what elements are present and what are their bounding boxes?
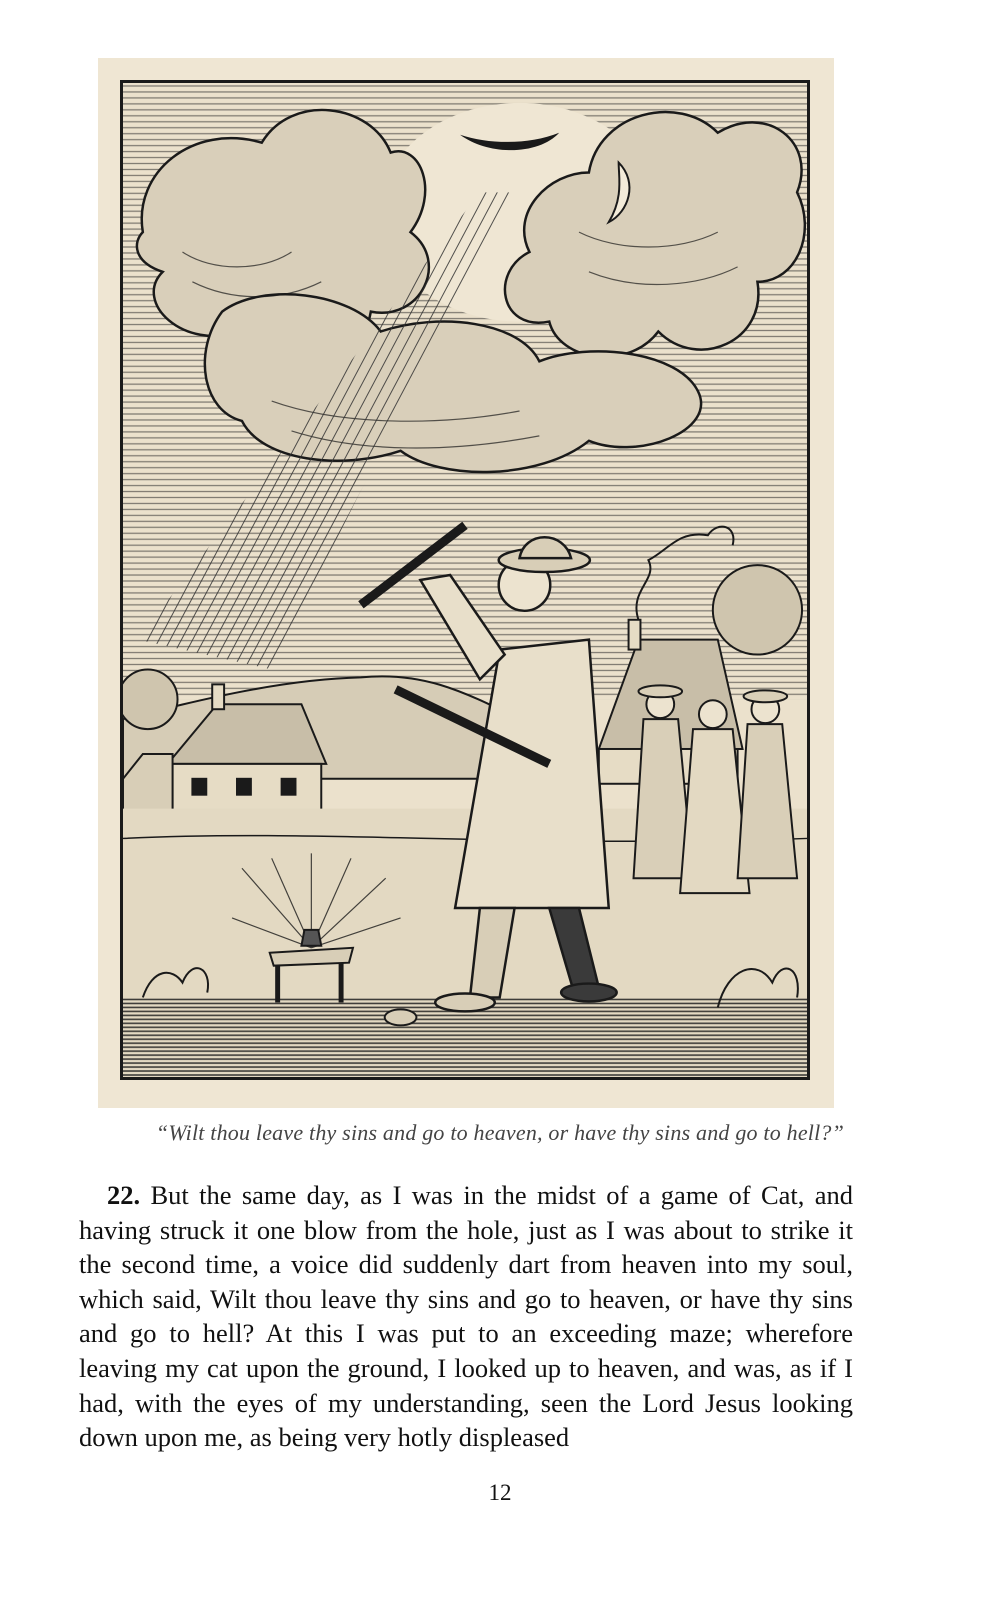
tree <box>713 565 802 654</box>
illustration-caption: “Wilt thou leave thy sins and go to heaven, or have thy sins and go to hell?” <box>155 1120 845 1145</box>
group-of-women <box>634 685 798 893</box>
engraving-art <box>123 83 807 1077</box>
paragraph-number: 22. <box>107 1180 141 1210</box>
woodcut-engraving <box>120 80 810 1080</box>
paragraph-text: But the same day, as I was in the midst of a game of Cat, and having struck it one blow from the hole, just as I was about to strike it the second time, a voice did suddenly dart from heaven into my soul, which said, Wilt thou leave thy sins and go to heaven, or have thy sins and go to hell? At this I was put to an exceeding maze; wherefore leaving my cat upon the ground, I looked up to heaven, and was, as if I had, with the eyes of my understanding, seen the Lord Jesus looking down upon me, as being very hotly displeased <box>79 1180 854 1453</box>
stone <box>385 1009 417 1025</box>
illustration-plate <box>98 58 834 1108</box>
paragraph-22 <box>79 1178 853 1455</box>
page-number: 12 <box>488 1480 512 1505</box>
tree-left <box>123 669 178 729</box>
